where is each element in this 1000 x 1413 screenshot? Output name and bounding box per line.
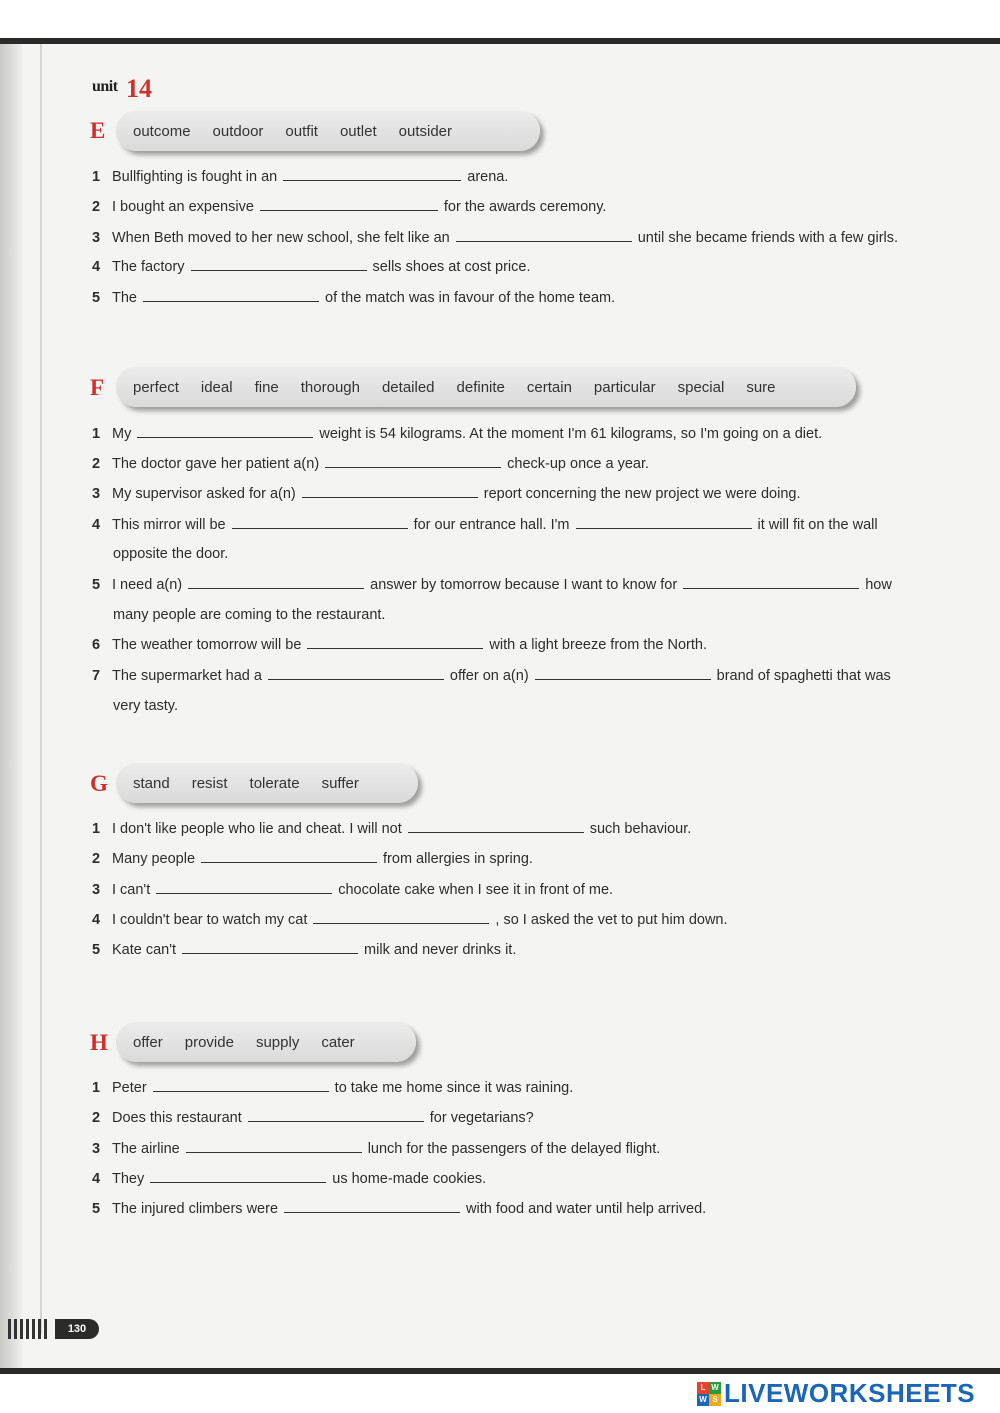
word-option: sure	[746, 378, 776, 396]
unit-number: 14	[126, 74, 152, 103]
liveworksheets-logo	[697, 1378, 975, 1409]
word-option: provide	[184, 1033, 234, 1051]
question-f7-continued: very tasty.	[113, 698, 178, 714]
word-option: detailed	[381, 378, 435, 396]
question-e3: 3 When Beth moved to her new school, she felt like an until she became friends with a few girls.	[92, 230, 899, 246]
answer-blank[interactable]	[313, 912, 489, 924]
question-h2: 2 Does this restaurant for vegetarians?	[92, 1110, 534, 1126]
question-g3: 3 I can't chocolate cake when I see it in front of me.	[92, 882, 614, 898]
word-option: offer	[133, 1033, 163, 1051]
answer-blank[interactable]	[186, 1141, 362, 1153]
question-f2: 2 The doctor gave her patient a(n) check-up once a year.	[92, 456, 650, 472]
question-h4: 4 They us home-made cookies.	[92, 1171, 487, 1187]
question-e1: 1 Bullfighting is fought in an arena.	[92, 169, 509, 185]
word-option: thorough	[300, 378, 360, 396]
answer-blank[interactable]	[137, 426, 313, 438]
answer-blank[interactable]	[232, 517, 408, 529]
word-option: ideal	[200, 378, 233, 396]
logo-square: S	[709, 1394, 721, 1406]
logo-square: W	[697, 1394, 709, 1406]
answer-blank[interactable]	[307, 637, 483, 649]
answer-blank[interactable]	[408, 821, 584, 833]
answer-blank[interactable]	[260, 199, 438, 211]
question-f1: 1 My weight is 54 kilograms. At the moment I'm 61 kilograms, so I'm going on a diet.	[92, 426, 823, 442]
answer-blank[interactable]	[191, 259, 367, 271]
answer-blank[interactable]	[188, 577, 364, 589]
question-f6: 6 The weather tomorrow will be with a light breeze from the North.	[92, 637, 707, 653]
question-e4: 4 The factory sells shoes at cost price.	[92, 259, 531, 275]
unit-label: unit	[92, 78, 118, 95]
question-f5-continued: many people are coming to the restaurant.	[113, 607, 386, 623]
answer-blank[interactable]	[150, 1171, 326, 1183]
section-letter-g: G	[90, 771, 108, 796]
word-box-e	[116, 111, 540, 151]
answer-blank[interactable]	[456, 230, 632, 242]
question-g4: 4 I couldn't bear to watch my cat , so I asked the vet to put him down.	[92, 912, 728, 928]
answer-blank[interactable]	[683, 577, 859, 589]
question-f7: 7 The supermarket had a offer on a(n) brand of spaghetti that was	[92, 668, 891, 684]
question-f4-continued: opposite the door.	[113, 546, 229, 562]
question-h1: 1 Peter to take me home since it was raining.	[92, 1080, 574, 1096]
answer-blank[interactable]	[325, 456, 501, 468]
word-option: resist	[191, 774, 228, 792]
question-e5: 5 The of the match was in favour of the home team.	[92, 290, 616, 306]
word-option: outlet	[339, 122, 377, 140]
word-option: stand	[133, 774, 170, 792]
section-letter-e: E	[90, 118, 106, 143]
word-option: special	[677, 378, 725, 396]
answer-blank[interactable]	[576, 517, 752, 529]
word-option: suffer	[321, 774, 359, 792]
word-option: outcome	[133, 122, 191, 140]
word-box-h	[116, 1022, 416, 1062]
question-g2: 2 Many people from allergies in spring.	[92, 851, 533, 867]
liveworksheets-text: LIVEWORKSHEETS	[724, 1378, 976, 1408]
answer-blank[interactable]	[156, 882, 332, 894]
section-letter-f: F	[90, 375, 105, 400]
word-option: perfect	[133, 378, 179, 396]
section-letter-h: H	[90, 1030, 108, 1055]
answer-blank[interactable]	[143, 290, 319, 302]
word-option: supply	[255, 1033, 300, 1051]
question-f4: 4 This mirror will be for our entrance hall. I'm it will fit on the wall	[92, 517, 878, 533]
word-option: outfit	[285, 122, 318, 140]
word-option: outdoor	[212, 122, 264, 140]
question-e2: 2 I bought an expensive for the awards ceremony.	[92, 199, 607, 215]
word-option: certain	[526, 378, 572, 396]
answer-blank[interactable]	[182, 942, 358, 954]
answer-blank[interactable]	[248, 1110, 424, 1122]
page-binding-shadow	[0, 44, 22, 1370]
question-h3: 3 The airline lunch for the passengers of the delayed flight.	[92, 1141, 661, 1157]
page-fold-line	[40, 44, 42, 1334]
liveworksheets-icon	[697, 1382, 721, 1406]
word-option: particular	[593, 378, 656, 396]
page-number-decoration	[8, 1319, 48, 1339]
answer-blank[interactable]	[283, 169, 461, 181]
answer-blank[interactable]	[153, 1080, 329, 1092]
question-h5: 5 The injured climbers were with food and water until help arrived.	[92, 1201, 707, 1217]
word-option: outsider	[398, 122, 453, 140]
answer-blank[interactable]	[302, 486, 478, 498]
answer-blank[interactable]	[535, 668, 711, 680]
word-option: cater	[321, 1033, 355, 1051]
question-f3: 3 My supervisor asked for a(n) report concerning the new project we were doing.	[92, 486, 801, 502]
answer-blank[interactable]	[268, 668, 444, 680]
word-option: fine	[254, 378, 279, 396]
word-box-f	[116, 367, 856, 407]
word-option: tolerate	[249, 774, 300, 792]
question-f5: 5 I need a(n) answer by tomorrow because I want to know for how	[92, 577, 892, 593]
logo-square: W	[709, 1382, 721, 1394]
answer-blank[interactable]	[284, 1201, 460, 1213]
question-g5: 5 Kate can't milk and never drinks it.	[92, 942, 517, 958]
word-box-g	[116, 763, 418, 803]
question-g1: 1 I don't like people who lie and cheat. I will not such behaviour.	[92, 821, 692, 837]
scan-top-margin	[0, 0, 1000, 40]
logo-square: L	[697, 1382, 709, 1394]
word-option: definite	[456, 378, 505, 396]
answer-blank[interactable]	[201, 851, 377, 863]
page-number: 130	[55, 1319, 99, 1339]
